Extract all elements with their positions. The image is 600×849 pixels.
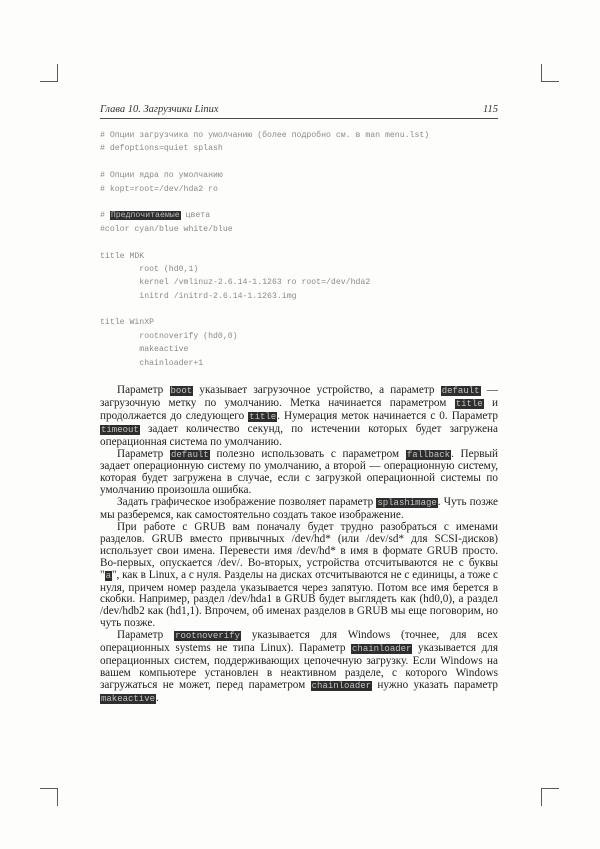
highlighted-code-term: Предпочитаемые	[110, 211, 180, 221]
code-line	[100, 198, 498, 211]
paragraph	[100, 385, 498, 449]
inline-code-term: rootnoverify	[175, 631, 240, 642]
code-line	[100, 252, 498, 265]
text-segment: # Опции ядра по умолчанию	[100, 171, 223, 181]
code-line	[100, 131, 498, 144]
code-line	[100, 144, 498, 157]
text-segment: — загрузочную метку по умолчанию. Метка начинается параметром	[100, 384, 498, 409]
text-segment: задает количество секунд, по истечении которых будет загружена операционная система по умолчанию.	[100, 422, 498, 448]
crop-mark	[541, 64, 542, 82]
text-segment: указывает загрузочное устройство, а параметр	[193, 384, 441, 397]
crop-mark	[541, 788, 559, 789]
header-rule	[100, 118, 498, 119]
code-line	[100, 345, 498, 358]
inline-code-term: default	[170, 449, 209, 460]
text-segment: Параметр	[117, 447, 170, 460]
crop-mark	[57, 788, 58, 806]
code-line	[100, 332, 498, 345]
paragraph	[100, 522, 498, 630]
text-segment: . Чуть позже мы разберемся, как самостоятельно создать такое изображение.	[100, 496, 498, 522]
text-segment: и продолжается до следующего	[100, 396, 498, 422]
inline-code-term: fallback	[406, 449, 451, 460]
code-line	[100, 318, 498, 331]
inline-code-term: title	[455, 398, 483, 409]
text-segment: цвета	[180, 211, 211, 221]
code-line	[100, 292, 498, 305]
inline-code-term: default	[441, 386, 480, 397]
inline-code-term: a	[105, 570, 111, 581]
inline-code-term: chainloader	[311, 680, 372, 691]
text-segment: # kopt=root=/dev/hda2 ro	[100, 184, 218, 194]
paragraph	[100, 630, 498, 705]
text-segment: makeactive	[100, 345, 189, 355]
text-segment: rootnoverify (hd0,0)	[100, 331, 238, 341]
page-number: 115	[483, 104, 498, 115]
crop-mark	[40, 81, 58, 82]
text-segment: При работе с GRUB вам поначалу будет трудно разобраться с именами разделов. GRUB вместо привычных /dev/hd* (или /dev/sd* для SCSI-дисков) использует свои имена. Перевести имя /dev/hd* в имя в формате GRUB просто. Во-первых, опускается /dev/. Во-вторых, устройства отсчитываются не с буквы "	[100, 521, 498, 581]
text-segment: # Опции загрузчика по умолчанию (более подробно см. в man menu.lst)	[100, 131, 430, 140]
text-segment: . Первый задает операционную систему по умолчанию, а второй — операционную систему, которая будет загружена в случае, если с загрузкой операционной системы по умолчанию произошла ошибка.	[100, 447, 498, 497]
crop-mark	[541, 81, 559, 82]
inline-code-term: boot	[170, 386, 193, 397]
text-segment: полезно использовать с параметром	[209, 447, 406, 460]
text-segment: root (hd0,1)	[100, 264, 199, 274]
text-segment: .	[156, 691, 159, 704]
inline-code-term: makeactive	[101, 693, 156, 704]
crop-mark	[40, 788, 58, 789]
text-segment: Параметр	[117, 629, 175, 642]
crop-mark	[57, 64, 58, 82]
text-segment: ", как в Linux, а с нуля. Разделы на дисках отсчитываются не с единицы, а тоже с нуля, причем номер раздела указывается через запятую. Потом все имя берется в скобки. Например, раздел /dev/hda1 в GRUB будет выглядеть как (hd0,0), а раздел /dev/hdb2 как (hd1,1). Впрочем, об именах разделов в GRUB мы еще поговорим, но чуть позже.	[100, 568, 498, 630]
code-line	[100, 238, 498, 251]
text-segment: title MDK	[100, 251, 145, 261]
text-segment: kernel /vmlinuz-2.6.14-1.1263 ro root=/dev/hda2	[100, 278, 371, 288]
code-line	[100, 359, 498, 372]
paragraph	[100, 449, 498, 498]
code-line	[100, 278, 498, 291]
running-header	[100, 104, 498, 115]
page-content	[100, 104, 498, 706]
code-line	[100, 305, 498, 318]
text-segment: . Нумерация меток начинается с 0. Параметр	[277, 409, 498, 422]
inline-code-term: chainloader	[352, 644, 412, 655]
inline-code-term: title	[249, 411, 277, 422]
text-segment: Задать графическое изображение позволяет параметр	[117, 496, 377, 509]
code-line	[100, 171, 498, 184]
text-segment: нужно указать параметр	[372, 678, 498, 691]
code-line	[100, 265, 498, 278]
chapter-title: Глава 10. Загрузчики Linux	[100, 104, 219, 115]
code-line	[100, 158, 498, 171]
text-segment: initrd /initrd-2.6.14-1.1263.img	[100, 291, 297, 301]
text-segment: title WinXP	[100, 318, 155, 328]
code-block	[100, 131, 498, 372]
text-segment: # defoptions=quiet splash	[100, 144, 223, 154]
text-segment: Параметр	[117, 384, 170, 397]
inline-code-term: splashimage	[377, 498, 437, 509]
code-line	[100, 185, 498, 198]
text-segment: #color cyan/blue white/blue	[100, 224, 233, 234]
text-segment: указывается для Windows (точнее, для всех операционных systems не типа Linux). Параметр	[100, 629, 498, 655]
text-segment: chainloader+1	[100, 358, 204, 368]
paragraph	[100, 497, 498, 522]
text-segment: указывается для операционных систем, поддерживающих цепочечную загрузку. Если Windows на вашем компьютере установлен в неактивном разделе, с которого Windows загружаться не может, перед параметром	[100, 642, 498, 691]
body-text	[100, 385, 498, 706]
crop-mark	[541, 788, 542, 806]
text-segment: #	[100, 211, 110, 221]
code-line	[100, 211, 498, 224]
code-line	[100, 225, 498, 238]
inline-code-term: timeout	[101, 424, 139, 435]
